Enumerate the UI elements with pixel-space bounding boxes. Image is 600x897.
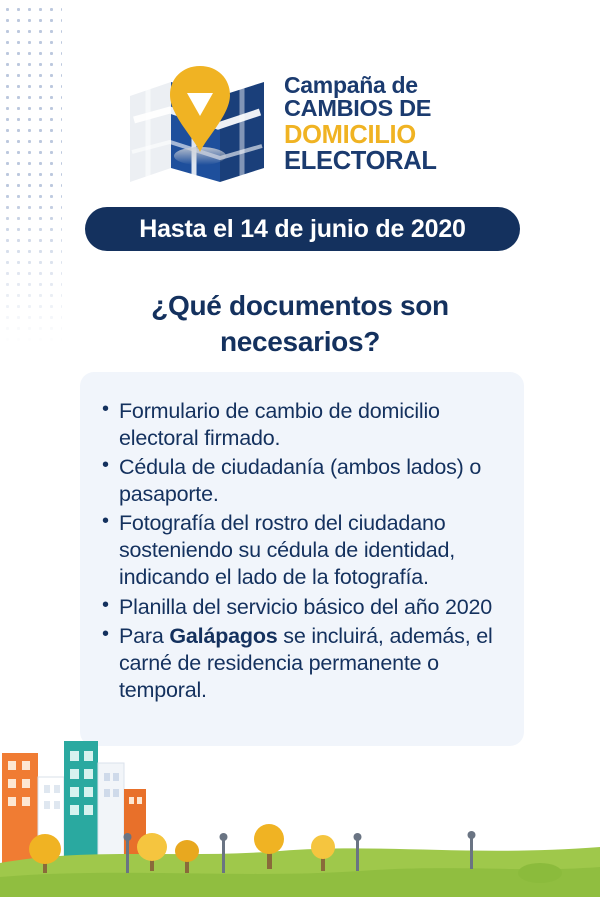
deadline-banner <box>85 207 520 251</box>
decorative-dot-grid <box>0 0 62 345</box>
campaign-logo <box>124 52 484 192</box>
section-heading-line-2: necesarios? <box>219 325 381 357</box>
logo-line-1: Campaña de <box>284 71 418 98</box>
list-item-text: Fotografía del rostro del ciudadano sosteniendo su cédula de identidad, indicando el lado de la fotografía. <box>119 511 456 590</box>
list-item-text: Cédula de ciudadanía (ambos lados) o pasaporte. <box>119 455 482 507</box>
documents-list <box>102 398 502 704</box>
list-item <box>102 454 502 508</box>
list-item <box>102 623 502 704</box>
city-skyline-illustration <box>0 697 600 897</box>
list-item <box>102 398 502 452</box>
documents-card <box>80 372 524 746</box>
deadline-text: Hasta el 14 de junio de 2020 <box>139 214 466 243</box>
list-item-text: Formulario de cambio de domicilio electoral firmado. <box>119 399 440 451</box>
section-heading <box>70 288 530 360</box>
folded-map-with-location-pin-icon <box>124 60 272 185</box>
list-item <box>102 510 502 591</box>
logo-line-2: CAMBIOS DE <box>284 95 432 122</box>
logo-line-4: ELECTORAL <box>284 147 437 176</box>
list-item <box>102 594 502 621</box>
section-heading-line-1: ¿Qué documentos son <box>151 290 449 321</box>
logo-line-3: DOMICILIO <box>284 121 416 150</box>
list-item-text: Para Galápagos se incluirá, además, el carné de residencia permanente o temporal. <box>119 623 493 702</box>
logo-wordmark <box>284 70 437 174</box>
list-item-text: Planilla del servicio básico del año 2020 <box>119 594 493 619</box>
